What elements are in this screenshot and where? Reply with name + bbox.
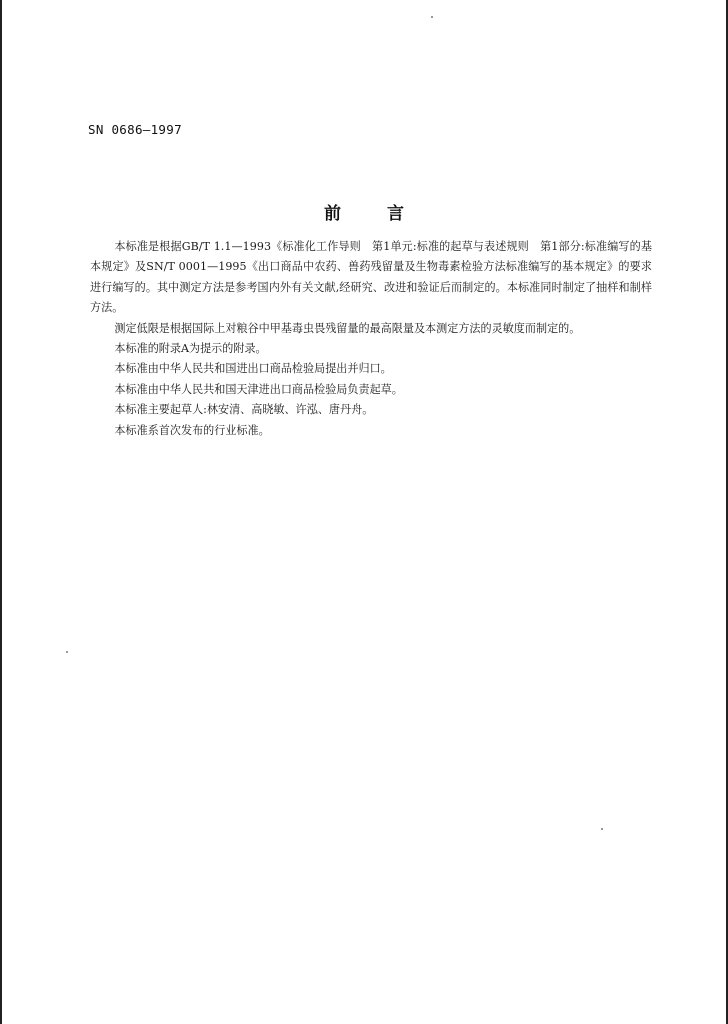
foreword-paragraph-drafters: 本标准主要起草人:林安清、高晓敏、许泓、唐丹舟。	[114, 403, 374, 417]
scan-speck	[601, 828, 603, 830]
foreword-paragraph-first-release: 本标准系首次发布的行业标准。	[114, 423, 270, 437]
scan-speck	[66, 651, 68, 653]
foreword-paragraph-basis: 本标准是根据GB/T 1.1—1993《标准化工作导则 第1单元:标准的起草与表述规则 第1部分:标准编写的基本规定》及SN/T 0001—1995《出口商品中农药、兽药残留量及生物毒素检验方法标准编写的基本规定》的要求进行编写的。其中测定方法是参考国内外有关文献,经研究、改进和验证后而制定的。本标准同时制定了抽样和制样方法。	[90, 240, 652, 315]
standard-code: SN 0686—1997	[88, 122, 182, 137]
foreword-paragraph-detection-limit: 测定低限是根据国际上对粮谷中甲基毒虫畏残留量的最高限量及本测定方法的灵敏度而制定的。	[114, 321, 581, 335]
foreword-paragraph-appendix: 本标准的附录A为提示的附录。	[114, 342, 267, 356]
foreword-paragraph-drafter-org: 本标准由中华人民共和国天津进出口商品检验局负责起草。	[114, 382, 403, 396]
section-title: 前言	[324, 204, 450, 224]
foreword-body	[90, 237, 652, 441]
foreword-paragraph-proposer: 本标准由中华人民共和国进出口商品检验局提出并归口。	[114, 362, 392, 376]
scan-speck	[431, 16, 433, 18]
scan-border-left	[0, 0, 2, 1024]
